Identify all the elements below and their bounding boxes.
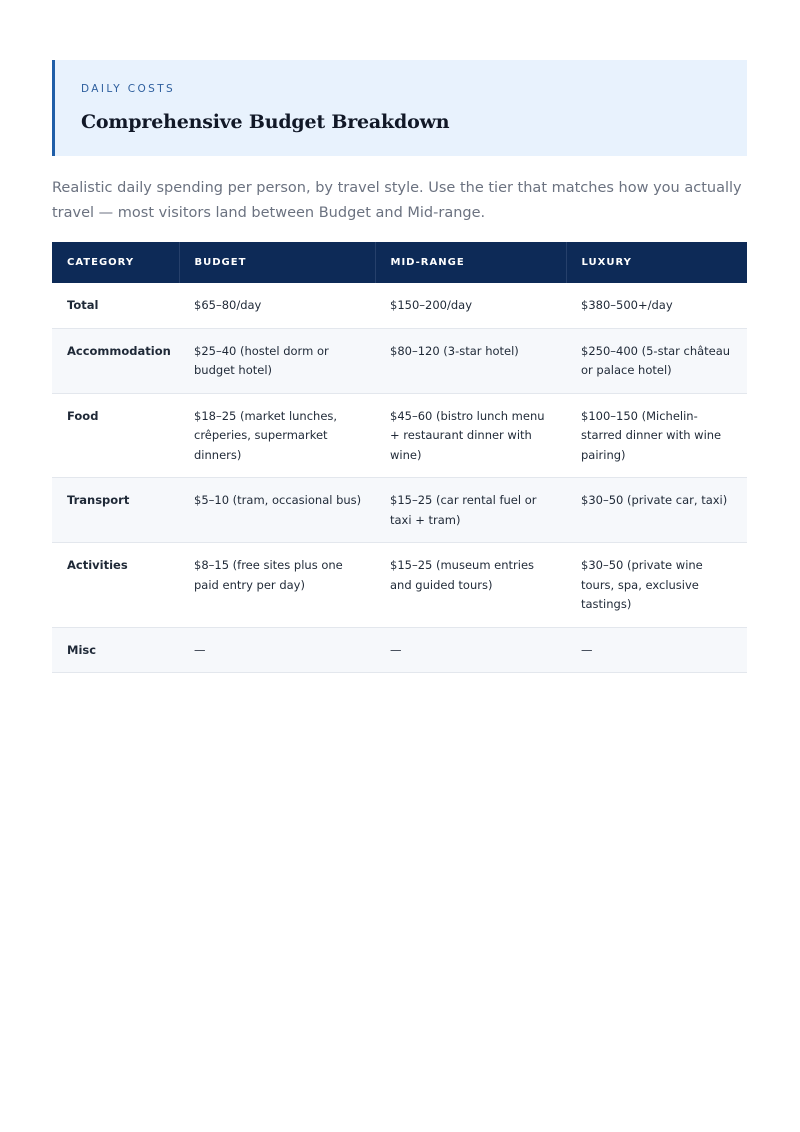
column-header-budget: BUDGET	[179, 242, 375, 283]
cell-luxury: $250–400 (5-star château or palace hotel)	[566, 328, 747, 393]
section-callout	[52, 60, 747, 156]
table-body	[52, 283, 747, 673]
table-row	[52, 478, 747, 543]
cell-mid-range: $80–120 (3-star hotel)	[375, 328, 566, 393]
budget-table	[52, 242, 747, 673]
row-category: Total	[52, 283, 179, 328]
table-header-row	[52, 242, 747, 283]
column-header-luxury: LUXURY	[566, 242, 747, 283]
table-row	[52, 393, 747, 478]
section-title: Comprehensive Budget Breakdown	[81, 111, 450, 133]
intro-paragraph: Realistic daily spending per person, by travel style. Use the tier that matches how you actually travel — most visitors land between Budget and Mid-range.	[52, 180, 742, 221]
row-category: Food	[52, 393, 179, 478]
cell-mid-range: $150–200/day	[375, 283, 566, 328]
cell-mid-range: $15–25 (museum entries and guided tours)	[375, 543, 566, 628]
table-header	[52, 242, 747, 283]
table-row	[52, 627, 747, 673]
row-category: Misc	[52, 627, 179, 673]
table-row	[52, 543, 747, 628]
row-category: Accommodation	[52, 328, 179, 393]
cell-luxury: —	[566, 627, 747, 673]
cell-luxury: $380–500+/day	[566, 283, 747, 328]
cell-luxury: $30–50 (private wine tours, spa, exclusive tastings)	[566, 543, 747, 628]
cell-budget: $18–25 (market lunches, crêperies, supermarket dinners)	[179, 393, 375, 478]
table-row	[52, 328, 747, 393]
cell-budget: $8–15 (free sites plus one paid entry per day)	[179, 543, 375, 628]
cell-budget: $25–40 (hostel dorm or budget hotel)	[179, 328, 375, 393]
page	[52, 60, 747, 673]
row-category: Transport	[52, 478, 179, 543]
cell-budget: $65–80/day	[179, 283, 375, 328]
cell-luxury: $100–150 (Michelin-starred dinner with wine pairing)	[566, 393, 747, 478]
row-category: Activities	[52, 543, 179, 628]
column-header-category: CATEGORY	[52, 242, 179, 283]
table-row	[52, 283, 747, 328]
column-header-mid-range: MID-RANGE	[375, 242, 566, 283]
cell-mid-range: $15–25 (car rental fuel or taxi + tram)	[375, 478, 566, 543]
cell-budget: $5–10 (tram, occasional bus)	[179, 478, 375, 543]
cell-mid-range: —	[375, 627, 566, 673]
cell-luxury: $30–50 (private car, taxi)	[566, 478, 747, 543]
cell-budget: —	[179, 627, 375, 673]
cell-mid-range: $45–60 (bistro lunch menu + restaurant dinner with wine)	[375, 393, 566, 478]
section-eyebrow: DAILY COSTS	[81, 83, 176, 95]
